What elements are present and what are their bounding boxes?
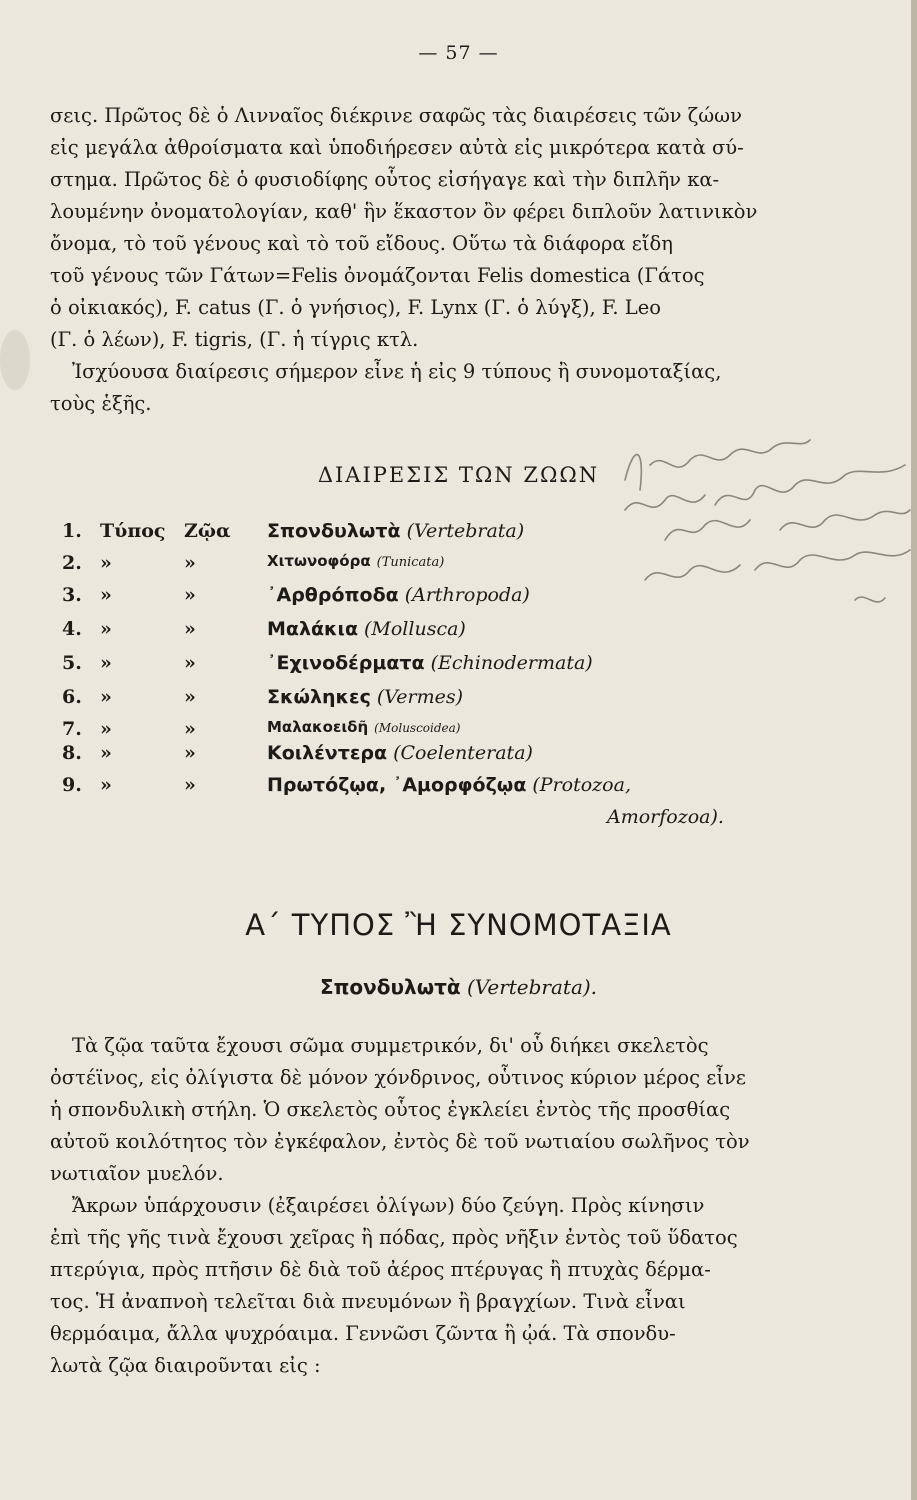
item-ditto: » (100, 742, 112, 764)
item-ditto: » (184, 584, 196, 606)
item-ditto: » (100, 618, 112, 640)
item-latin-name: (Echinodermata) (430, 652, 593, 674)
item-greek-name: ᾿Εχινοδέρματα (Echinodermata) (267, 652, 593, 674)
item-ditto: » (100, 552, 112, 574)
text-line: ὁ οἰκιακός), F. catus (Γ. ὁ γνήσιος), F. Lynx (Γ. ὁ λύγξ), F. Leo (50, 296, 661, 319)
item-ditto: » (100, 686, 112, 708)
subheading (0, 975, 917, 999)
text-line: τοὺς ἑξῆς. (50, 392, 152, 415)
text-line: ὄνομα, τὸ τοῦ γένους καὶ τὸ τοῦ εἴδους. Οὕτω τὰ διάφορα εἴδη (50, 232, 673, 255)
text-line: αὐτοῦ κοιλότητος τὸν ἐγκέφαλον, ἐντὸς δὲ τοῦ νωτιαίου σωλῆνος τὸν (50, 1130, 750, 1153)
text-line: σεις. Πρῶτος δὲ ὁ Λινναῖος διέκρινε σαφῶς τὰς διαιρέσεις τῶν ζώων (50, 104, 742, 127)
text-line: πτερύγια, πρὸς πτῆσιν δὲ διὰ τοῦ ἀέρος πτέρυγας ἢ πτυχὰς δέρμα- (50, 1258, 711, 1281)
body-paragraph (50, 1030, 820, 1382)
item-number: 9. (62, 774, 82, 796)
item-greek-name: Σπονδυλωτὰ (Vertebrata) (267, 520, 525, 542)
item-latin-name: (Vermes) (376, 686, 464, 708)
text-line: ἡ σπονδυλικὴ στήλη. Ὁ σκελετὸς οὗτος ἐγκλείει ἐντὸς τῆς προσθίας (50, 1098, 731, 1121)
division-heading: ΔΙΑΙΡΕΣΙΣ ΤΩΝ ΖΩΩΝ (317, 463, 600, 487)
item-latin-name: (Vertebrata) (406, 520, 525, 542)
item-ditto: » (184, 742, 196, 764)
subheading-latin: (Vertebrata). (466, 975, 598, 999)
text-line: στημα. Πρῶτος δὲ ὁ φυσιοδίφης οὗτος εἰσήγαγε καὶ τὴν διπλῆν κα- (50, 168, 720, 191)
item-latin-name: (Mollusca) (364, 618, 466, 640)
text-line: θερμόαιμα, ἄλλα ψυχρόαιμα. Γεννῶσι ζῶντα ἢ ᾠά. Τὰ σπονδυ- (50, 1322, 676, 1345)
item-ditto: » (100, 584, 112, 606)
item-greek-name: Πρωτόζῳα, ᾿Αμορφόζῳα (Protozoa, (267, 774, 631, 796)
item-ditto: » (100, 774, 112, 796)
item-number: 6. (62, 686, 82, 708)
page-smudge (0, 330, 30, 390)
item-number: 7. (62, 718, 82, 740)
page-edge (911, 0, 917, 1500)
intro-paragraph (50, 100, 820, 420)
text-line: τοῦ γένους τῶν Γάτων=Felis ὀνομάζονται Felis domestica (Γάτος (50, 264, 705, 287)
text-line: Ἄκρων ὑπάρχουσιν (ἐξαιρέσει ὀλίγων) δύο ζεύγη. Πρὸς κίνησιν (72, 1194, 705, 1217)
item-greek-name: Μαλακοειδῆ (Moluscoidea) (267, 718, 461, 736)
item-ditto: » (184, 686, 196, 708)
item-ditto: » (100, 718, 112, 740)
page-number: — 57 — (418, 42, 499, 64)
text-line: ὀστέϊνος, εἰς ὀλίγιστα δὲ μόνον χόνδρινος, οὗτινος κύριον μέρος εἶνε (50, 1066, 747, 1089)
text-line: ἐπὶ τῆς γῆς τινὰ ἔχουσι χεῖρας ἢ πόδας, πρὸς νῆξιν ἐντὸς τοῦ ὕδατος (50, 1226, 738, 1249)
item-latin-name: (Moluscoidea) (374, 721, 461, 735)
item-greek-name: Χιτωνοφόρα (Tunicata) (267, 552, 445, 570)
text-line: λουμένην ὀνοματολογίαν, καθ' ἣν ἕκαστον ὂν φέρει διπλοῦν λατινικὸν (50, 200, 758, 223)
subheading-greek: Σπονδυλωτὰ (319, 975, 461, 999)
item-number: 5. (62, 652, 82, 674)
item-ditto: » (184, 652, 196, 674)
text-line: τος. Ἡ ἀναπνοὴ τελεῖται διὰ πνευμόνων ἢ βραγχίων. Τινὰ εἶναι (50, 1290, 686, 1313)
item-ditto: » (184, 774, 196, 796)
item-number: 1. (62, 520, 82, 542)
item-latin-continuation: Amorfozoa). (607, 806, 724, 828)
type-heading: Α΄ ΤΥΠΟΣ Ἢ ΣΥΝΟΜΟΤΑΞΙΑ (245, 908, 672, 942)
item-latin-name: (Protozoa, (532, 774, 631, 796)
text-line: Τὰ ζῷα ταῦτα ἔχουσι σῶμα συμμετρικόν, δι' οὗ διήκει σκελετὸς (72, 1034, 709, 1057)
item-ditto: » (100, 652, 112, 674)
item-greek-name: ᾿Αρθρόποδα (Arthropoda) (267, 584, 530, 606)
item-number: 3. (62, 584, 82, 606)
text-line: εἰς μεγάλα ἀθροίσματα καὶ ὑποδιήρεσεν αὐτὰ εἰς μικρότερα κατὰ σύ- (50, 136, 744, 159)
item-number: 4. (62, 618, 82, 640)
item-ditto: » (184, 552, 196, 574)
item-ditto: » (184, 718, 196, 740)
item-animal-word: Ζῷα (184, 520, 231, 542)
item-greek-name: Μαλάκια (Mollusca) (267, 618, 466, 640)
item-latin-name: (Arthropoda) (404, 584, 530, 606)
item-latin-name: (Coelenterata) (393, 742, 533, 764)
handwritten-annotation (605, 420, 915, 640)
text-line: Ἰσχύουσα διαίρεσις σήμερον εἶνε ἡ εἰς 9 τύπους ἢ συνομοταξίας, (72, 360, 722, 383)
text-line: λωτὰ ζῷα διαιροῦνται εἰς : (50, 1354, 321, 1377)
item-latin-name: (Tunicata) (376, 555, 445, 570)
item-greek-name: Κοιλέντερα (Coelenterata) (267, 742, 533, 764)
item-ditto: » (184, 618, 196, 640)
item-number: 2. (62, 552, 82, 574)
text-line: νωτιαῖον μυελόν. (50, 1162, 224, 1185)
text-line: (Γ. ὁ λέων), F. tigris, (Γ. ἡ τίγρις κτλ. (50, 328, 419, 351)
item-type-word: Τύπος (100, 520, 166, 542)
item-number: 8. (62, 742, 82, 764)
item-greek-name: Σκώληκες (Vermes) (267, 686, 464, 708)
